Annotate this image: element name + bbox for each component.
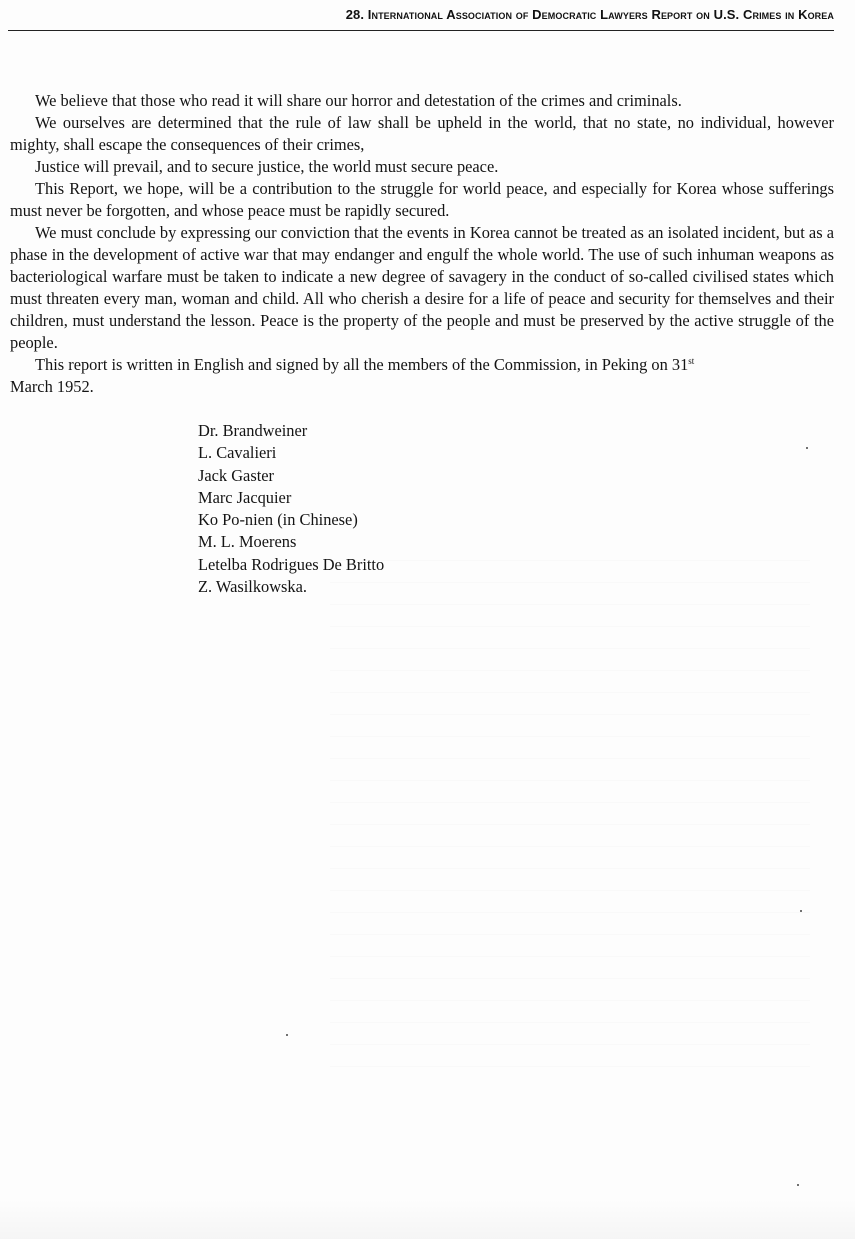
signatory-name: L. Cavalieri (198, 443, 277, 463)
paragraph-signing-statement (10, 354, 834, 398)
scan-speck (286, 1034, 288, 1036)
signatory-name: M. L. Moerens (198, 532, 297, 552)
signatory-name: Z. Wasilkowska. (198, 577, 308, 597)
signing-date-text: March 1952. (10, 377, 94, 396)
signatory-name: Dr. Brandweiner (198, 421, 308, 440)
paragraph-rule-of-law: We ourselves are determined that the rule of law shall be upheld in the world, that no state, no individual, however mighty, shall escape the consequences of their crimes, (10, 113, 834, 154)
signatory-name: Marc Jacquier (198, 487, 292, 507)
scan-bottom-shade (0, 1199, 855, 1239)
paragraph-justice: Justice will prevail, and to secure justice, the world must secure peace. (35, 157, 499, 176)
report-body (10, 90, 834, 398)
ordinal-suffix: st (688, 356, 695, 366)
signatory-name: Ko Po-nien (in Chinese) (198, 510, 358, 530)
bleed-through-texture (330, 560, 810, 1080)
paragraph-world-peace: This Report, we hope, will be a contribution to the struggle for world peace, and especially for Korea whose sufferings must never be forgotten, and whose peace must be rapidly secured. (10, 179, 834, 220)
signatory-name: Letelba Rodrigues De Britto (198, 554, 385, 574)
scan-speck (800, 910, 802, 912)
paragraph-conclusion: We must conclude by expressing our conviction that the events in Korea cannot be treated as an isolated incident, but as a phase in the development of active war that may endanger and engulf the whole world. The use of such inhuman weapons as bacteriological warfare must be taken to indicate a new degree of savagery in the conduct of so-called civilised states which must threaten every man, woman and child. All who cherish a desire for a life of peace and security for themselves and their children, must understand the lesson. Peace is the property of the people and must be preserved by the active struggle of the people. (10, 223, 834, 352)
running-head (8, 4, 834, 31)
scan-speck (797, 1184, 799, 1186)
signatory-name: Jack Gaster (198, 465, 274, 485)
paragraph-horror: We believe that those who read it will share our horror and detestation of the crimes and criminals. (35, 91, 682, 110)
running-head-text: 28. International Association of Democratic Lawyers Report on U.S. Crimes in Korea (345, 7, 834, 22)
scan-speck (806, 447, 808, 449)
signing-statement-text: This report is written in English and signed by all the members of the Commission, in Peking on 31 (35, 355, 689, 374)
